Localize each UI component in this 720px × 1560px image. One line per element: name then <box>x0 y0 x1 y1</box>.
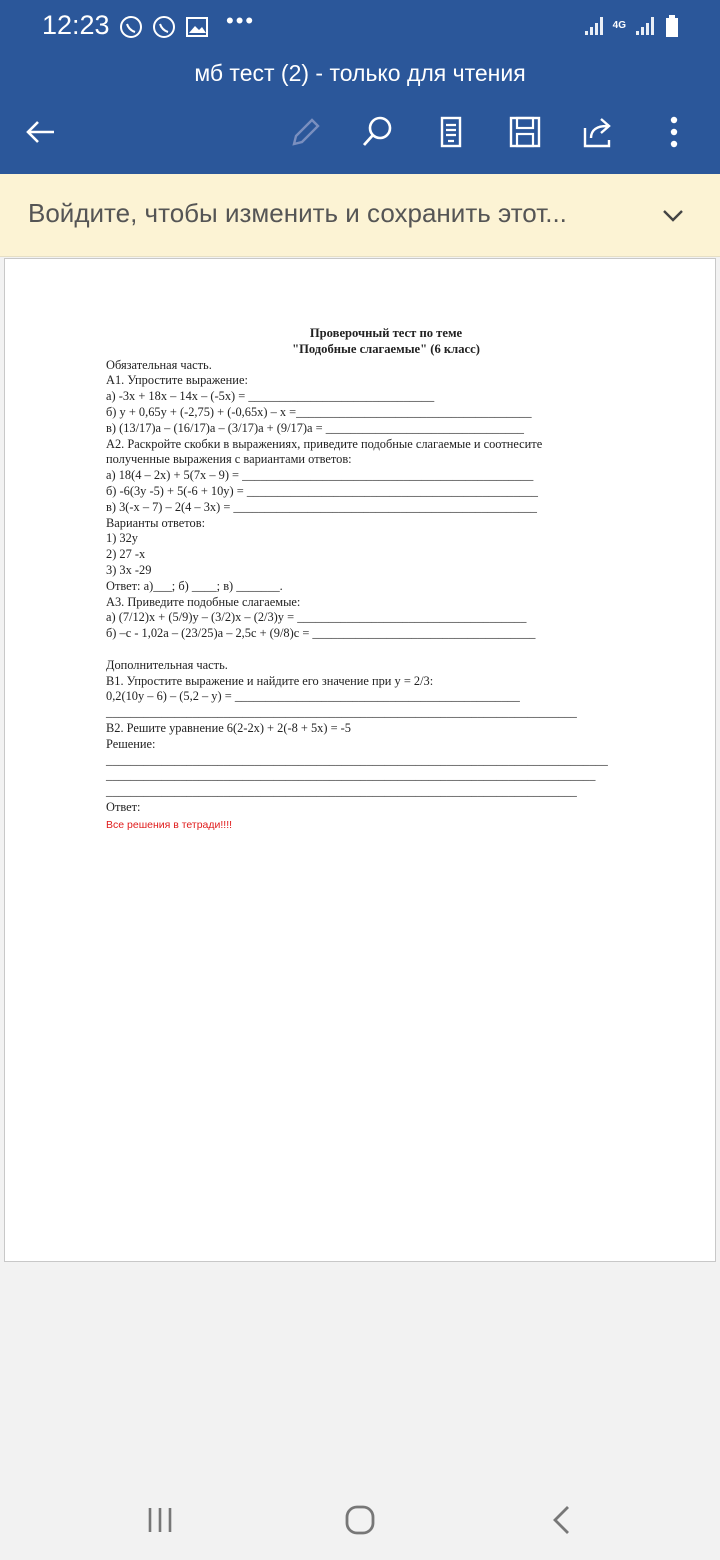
doc-lines <box>106 358 666 816</box>
doc-line: А3. Приведите подобные слагаемые: <box>106 594 301 609</box>
battery-icon <box>664 14 680 38</box>
back-icon <box>544 1502 580 1538</box>
doc-line: 2) 27 -х <box>106 547 146 562</box>
doc-line <box>106 642 666 658</box>
share-button[interactable] <box>571 104 627 160</box>
doc-title-line2: "Подобные слагаемые" (6 класс) <box>292 341 480 356</box>
network-type: 4G <box>612 20 626 31</box>
doc-line: В2. Решите уравнение 6(2-2х) + 2(-8 + 5х) = -5 <box>106 720 351 735</box>
doc-line: Варианты ответов: <box>106 515 206 530</box>
status-right <box>583 14 680 38</box>
doc-line: полученные выражения с вариантами ответов: <box>106 452 352 467</box>
doc-title-line1: Проверочный тест по теме <box>309 326 463 340</box>
doc-line: _______________________________________________________________________________ <box>106 768 596 783</box>
doc-note: Все решения в тетради!!!! <box>106 818 233 831</box>
reading-view-button[interactable] <box>423 104 479 160</box>
doc-line: в) 3(-х – 7) – 2(4 – 3х) = _________________________________________________ <box>106 499 537 514</box>
signal-icon <box>634 15 656 37</box>
status-bar <box>0 0 720 56</box>
back-button[interactable] <box>12 104 68 160</box>
doc-line: Ответ: а)___; б) ____; в) _______. <box>106 578 283 593</box>
doc-line: Обязательная часть. <box>106 357 212 372</box>
recent-apps-button[interactable] <box>140 1500 180 1540</box>
edit-button[interactable] <box>276 104 332 160</box>
doc-line: А2. Раскройте скобки в выражениях, приведите подобные слагаемые и соотнесите <box>106 436 543 451</box>
doc-line: в) (13/17)а – (16/17)а – (3/17)а + (9/17)а = ________________________________ <box>106 420 524 435</box>
doc-line: а) 18(4 – 2х) + 5(7х – 9) = _______________________________________________ <box>106 468 534 483</box>
doc-line: 3) 3х -29 <box>106 562 152 577</box>
doc-line: б) –с - 1,02а – (23/25)а – 2,5с + (9/8)с = ____________________________________ <box>106 626 536 641</box>
notification-icons <box>118 14 210 40</box>
doc-line: б) -6(3у -5) + 5(-6 + 10у) = _______________________________________________ <box>106 483 538 498</box>
home-button[interactable] <box>340 1500 380 1540</box>
app-header <box>0 0 720 174</box>
doc-line: В1. Упростите выражение и найдите его значение при у = 2/3: <box>106 673 434 688</box>
save-button[interactable] <box>497 104 553 160</box>
signal-icon <box>583 15 605 37</box>
search-button[interactable] <box>349 104 405 160</box>
doc-line: ____________________________________________________________________________ <box>106 705 577 720</box>
recent-apps-icon <box>142 1502 178 1538</box>
system-nav-bar <box>0 1476 720 1560</box>
doc-line: Дополнительная часть. <box>106 657 228 672</box>
save-icon <box>507 114 543 150</box>
signin-banner-text: Войдите, чтобы изменить и сохранить этот... <box>28 198 567 228</box>
doc-line: а) -3х + 18х – 14х – (-5х) = ______________________________ <box>106 389 435 404</box>
edit-pencil-icon <box>286 114 322 150</box>
document-content <box>106 326 666 834</box>
viber-icon <box>151 14 177 40</box>
document-title: мб тест (2) - только для чтения <box>194 60 526 86</box>
more-vert-icon <box>656 114 692 150</box>
share-icon <box>581 114 617 150</box>
status-time: 12:23 <box>42 10 110 40</box>
image-icon <box>184 14 210 40</box>
doc-line: Решение: <box>106 736 156 751</box>
more-notifications: ••• <box>226 8 256 33</box>
reading-view-icon <box>433 114 469 150</box>
doc-line: 1) 32у <box>106 531 139 546</box>
doc-line: а) (7/12)х + (5/9)у – (3/2)х – (2/3)у = _____________________________________ <box>106 610 527 625</box>
toolbar <box>0 104 720 164</box>
search-icon <box>359 114 395 150</box>
document-page[interactable] <box>4 258 716 1262</box>
viber-icon <box>118 14 144 40</box>
doc-line: А1. Упростите выражение: <box>106 373 248 388</box>
home-icon <box>342 1502 378 1538</box>
doc-line: 0,2(10у – 6) – (5,2 – у) = ______________________________________________ <box>106 689 520 704</box>
doc-line: б) у + 0,65у + (-2,75) + (-0,65х) – х =______________________________________ <box>106 404 532 419</box>
more-button[interactable] <box>646 104 702 160</box>
nav-back-button[interactable] <box>542 1500 582 1540</box>
chevron-down-icon[interactable] <box>658 200 688 230</box>
doc-line: _________________________________________________________________________________ <box>106 752 608 767</box>
signin-banner[interactable] <box>0 174 720 257</box>
back-arrow-icon <box>22 114 58 150</box>
doc-line: ____________________________________________________________________________ <box>106 784 577 799</box>
doc-line: Ответ: <box>106 799 141 814</box>
